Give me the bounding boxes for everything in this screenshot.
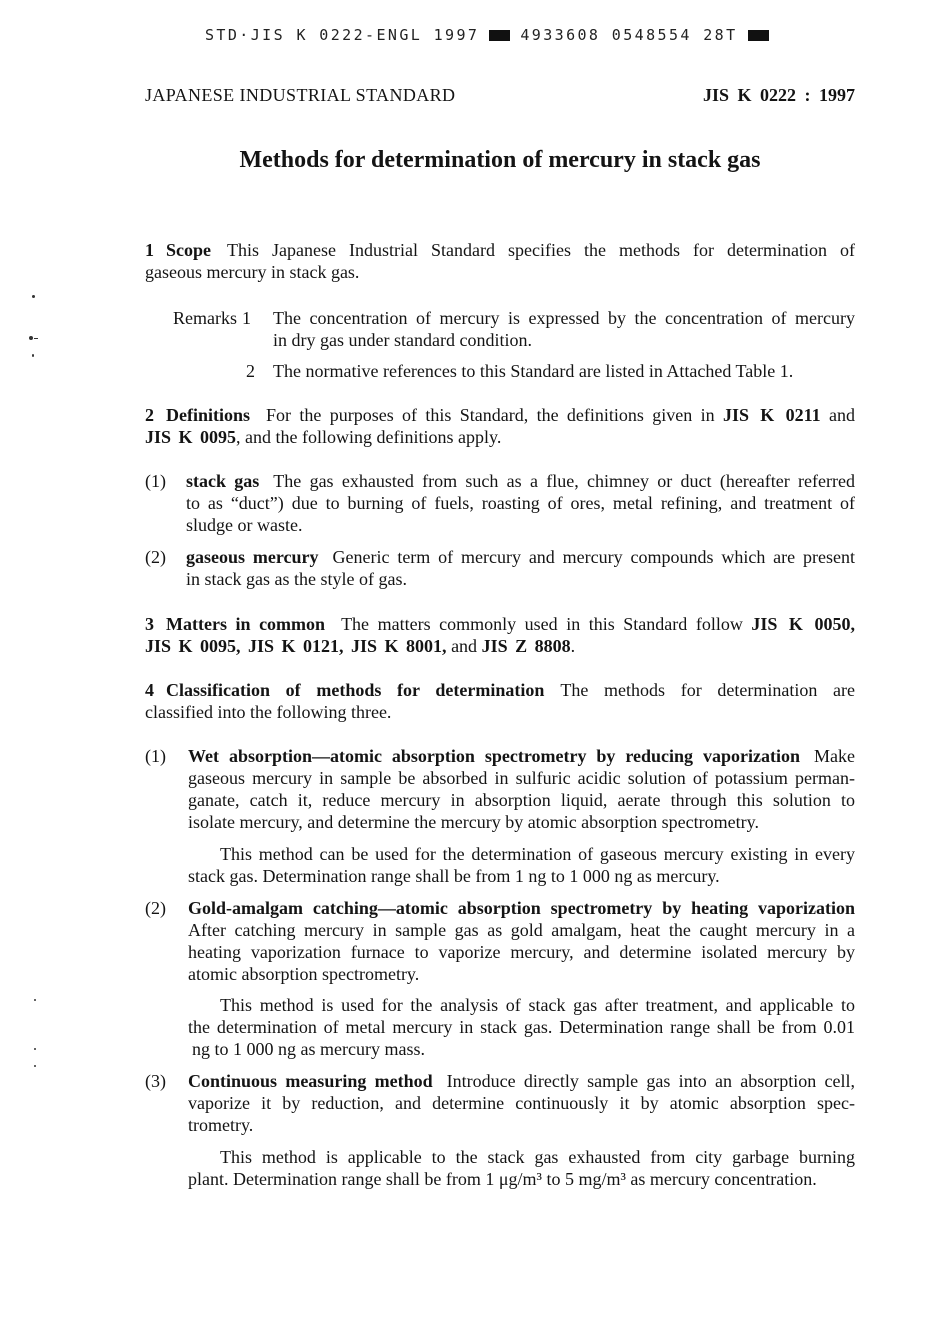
item-body (188, 745, 855, 833)
method-name: Gold-amalgam catching—atomic absorption spectrometry by heating vaporization (188, 898, 855, 918)
text-line: This method is used for the analysis of stack gas after treatment, and applicable to (220, 995, 855, 1015)
method-item (145, 745, 855, 833)
item-label: (2) (145, 547, 166, 567)
text-line (145, 404, 855, 426)
item-label: (3) (145, 1071, 166, 1091)
standard-reference: JIS K 0211 (722, 405, 821, 425)
print-code-line (205, 24, 779, 46)
defined-term: gaseous mercury (186, 547, 319, 567)
text-line (186, 546, 855, 568)
text-line: The normative references to this Standard are listed in Attached Table 1. (273, 361, 794, 381)
standard-number: JIS K 0222 : 1997 (702, 85, 855, 105)
section-number: 3 (145, 614, 154, 634)
definition-item (145, 546, 855, 590)
black-bar-mark (748, 30, 769, 41)
section-matters-in-common (145, 613, 855, 657)
text-line: stack gas. Determination range shall be from 1 ng to 1 000 ng as mercury. (188, 866, 720, 886)
text-line: vaporize it by reduction, and determine continuously it by atomic absorption spec- (188, 1093, 855, 1113)
section-classification (145, 679, 855, 723)
standard-organization: JAPANESE INDUSTRIAL STANDARD (145, 85, 456, 105)
item-label: (1) (145, 471, 166, 491)
section-number: 1 (145, 240, 154, 260)
definition-item (145, 470, 855, 536)
standard-reference: JIS K 0050, (751, 614, 855, 634)
text-line: This method can be used for the determination of gaseous mercury existing in every (220, 844, 855, 864)
text-line: in stack gas as the style of gas. (186, 569, 407, 589)
scan-speck (32, 295, 35, 298)
text-line (145, 613, 855, 635)
line-text: Make (814, 746, 855, 766)
scan-speck (29, 336, 33, 340)
text-line: heating vaporization furnace to vaporize mercury, and determine isolated mercury by (188, 942, 855, 962)
section-definitions (145, 404, 855, 448)
line-text: . (570, 636, 576, 656)
scan-speck (34, 999, 36, 1001)
scan-speck (32, 354, 34, 357)
line-text: The gas exhausted from such as a flue, chimney or duct (hereafter referred (273, 471, 855, 491)
text-line (145, 679, 855, 701)
text-line: sludge or waste. (186, 515, 303, 535)
method-note (188, 843, 855, 887)
line-text: and (446, 636, 482, 656)
scan-speck (34, 338, 38, 339)
text-line (145, 239, 855, 261)
item-label: (2) (145, 898, 166, 918)
black-bar-mark (489, 30, 510, 41)
text-line: isolate mercury, and determine the mercury by atomic absorption spectrometry. (188, 812, 759, 832)
section-number: 4 (145, 680, 154, 700)
print-code-left: STD·JIS K 0222-ENGL 1997 (205, 26, 480, 44)
standard-reference: JIS Z 8808 (481, 636, 571, 656)
item-body (186, 546, 855, 590)
section-heading: Scope (166, 240, 211, 260)
text-line: atomic absorption spectrometry. (188, 964, 420, 984)
method-note (188, 994, 855, 1060)
standard-reference: JIS K 0095, JIS K 0121, JIS K 8001, (145, 636, 447, 656)
line-text: The methods for determination are (560, 680, 855, 700)
defined-term: stack gas (186, 471, 260, 491)
text-line (188, 1070, 855, 1092)
line-text: and (820, 405, 855, 425)
text-line (145, 426, 855, 448)
text-line: gaseous mercury in sample be absorbed in sulfuric acidic solution of potassium perman- (188, 768, 855, 788)
section-scope (145, 239, 855, 283)
scan-speck (34, 1048, 36, 1050)
method-item (145, 897, 855, 985)
text-line: to as “duct”) due to burning of fuels, roasting of ores, metal refining, and treatment of (186, 493, 855, 513)
line-text: The matters commonly used in this Standard follow (341, 614, 752, 634)
text-line: ng to 1 000 ng as mercury mass. (192, 1039, 425, 1059)
text-line: gaseous mercury in stack gas. (145, 262, 360, 282)
remark-text (273, 307, 855, 351)
line-text: Introduce directly sample gas into an absorption cell, (446, 1071, 856, 1091)
text-line: After catching mercury in sample gas as gold amalgam, heat the caught mercury in a (188, 920, 855, 940)
text-line: This method is applicable to the stack gas exhausted from city garbage burning (220, 1147, 855, 1167)
line-text: Generic term of mercury and mercury compounds which are present (332, 547, 855, 567)
remarks-label: Remarks (173, 308, 237, 328)
method-note (188, 1146, 855, 1190)
item-body (186, 470, 855, 536)
section-number: 2 (145, 405, 154, 425)
remark-number: 1 (242, 308, 251, 328)
text-line: the determination of metal mercury in stack gas. Determination range shall be from 0.01 (188, 1017, 855, 1037)
text-line: The concentration of mercury is expressed by the concentration of mercury (273, 308, 855, 328)
text-line: trometry. (188, 1115, 254, 1135)
text-line: in dry gas under standard condition. (273, 330, 532, 350)
item-body (188, 897, 855, 985)
line-text: This Japanese Industrial Standard specifies the methods for determination of (227, 240, 855, 260)
remark-text (273, 360, 855, 382)
method-item (145, 1070, 855, 1136)
method-name: Wet absorption—atomic absorption spectrometry by reducing vaporization (188, 746, 801, 766)
text-line (186, 470, 855, 492)
method-name: Continuous measuring method (188, 1071, 433, 1091)
text-line: classified into the following three. (145, 702, 392, 722)
line-text: For the purposes of this Standard, the definitions given in (266, 405, 723, 425)
section-heading: Matters in common (166, 614, 326, 634)
line-text: , and the following definitions apply. (236, 427, 502, 447)
standard-reference: JIS K 0095 (145, 427, 237, 447)
remark-number: 2 (246, 361, 255, 381)
text-line: ganate, catch it, reduce mercury in absorption liquid, aerate through this solution to (188, 790, 855, 810)
page-title: Methods for determination of mercury in stack gas (239, 147, 761, 173)
text-line (145, 635, 855, 657)
text-line (188, 745, 855, 767)
print-code-right: 4933608 0548554 28T (520, 26, 738, 44)
item-label: (1) (145, 746, 166, 766)
scan-speck (34, 1065, 36, 1067)
section-heading: Classification of methods for determination (166, 680, 545, 700)
section-heading: Definitions (166, 405, 251, 425)
item-body (188, 1070, 855, 1136)
text-line: plant. Determination range shall be from 1 μg/m³ to 5 mg/m³ as mercury concentration. (188, 1169, 817, 1189)
